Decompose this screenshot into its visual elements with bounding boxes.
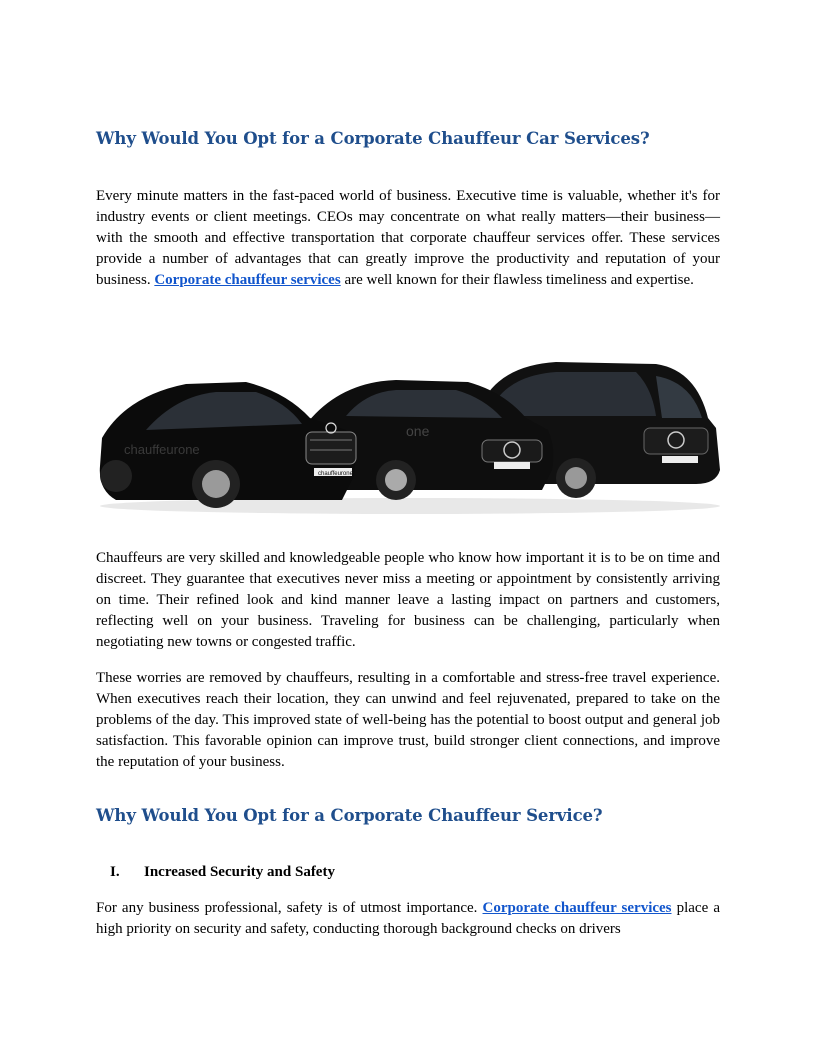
car-side-branding: chauffeurone	[124, 442, 200, 457]
list-item-text: Increased Security and Safety	[144, 864, 335, 880]
s-class-car	[100, 382, 356, 508]
safety-text-end: place a high priority on security and safety, conducting thorough background checks on drivers	[96, 900, 720, 937]
section-heading-chauffeur-service: Why Would You Opt for a Corporate Chauffeur Service?	[96, 806, 603, 825]
corporate-chauffeur-link-2[interactable]: Corporate chauffeur services	[482, 900, 672, 916]
worries-removed-paragraph: These worries are removed by chauffeurs, resulting in a comfortable and stress-free travel experience. When executives reach their location, they can unwind and feel rejuvenated, prepared to take on the problems of the day. This improved state of well-being has the potential to boost output and general job satisfaction. This favorable opinion can improve trust, build stronger client connections, and improve the reputation of your business.	[96, 670, 720, 770]
section-heading-car-services: Why Would You Opt for a Corporate Chauffeur Car Services?	[96, 129, 650, 148]
intro-paragraph	[96, 186, 720, 291]
corporate-chauffeur-link[interactable]: Corporate chauffeur services	[154, 272, 341, 288]
safety-paragraph	[96, 898, 720, 940]
list-item-security	[110, 864, 335, 881]
chauffeur-skills-paragraph: Chauffeurs are very skilled and knowledgeable people who know how important it is to be on time and discreet. They guarantee that executives never miss a meeting or appointment by consistently arriving on time. Their refined look and kind manner leave a lasting impact on partners and customers, reflecting well on your business. Traveling for business can be challenging, particularly when negotiating new towns or congested traffic.	[96, 550, 720, 650]
chauffeur-cars-image	[96, 358, 724, 518]
intro-text-end: are well known for their flawless timeliness and expertise.	[340, 272, 694, 288]
intro-text: Every minute matters in the fast-paced world of business. Executive time is valuable, whether it's for industry events or client meetings. CEOs may concentrate on what really matters—their business—with the smooth and effective transportation that corporate chauffeur services offer. These services provide a number of advantages that can greatly improve the productivity and reputation of your business.	[96, 188, 720, 288]
car-brand-mark: one	[406, 423, 430, 439]
list-numeral: I.	[110, 864, 120, 880]
plate-label: chauffeurone	[318, 471, 353, 477]
safety-text: For any business professional, safety is of utmost importance.	[96, 900, 483, 916]
